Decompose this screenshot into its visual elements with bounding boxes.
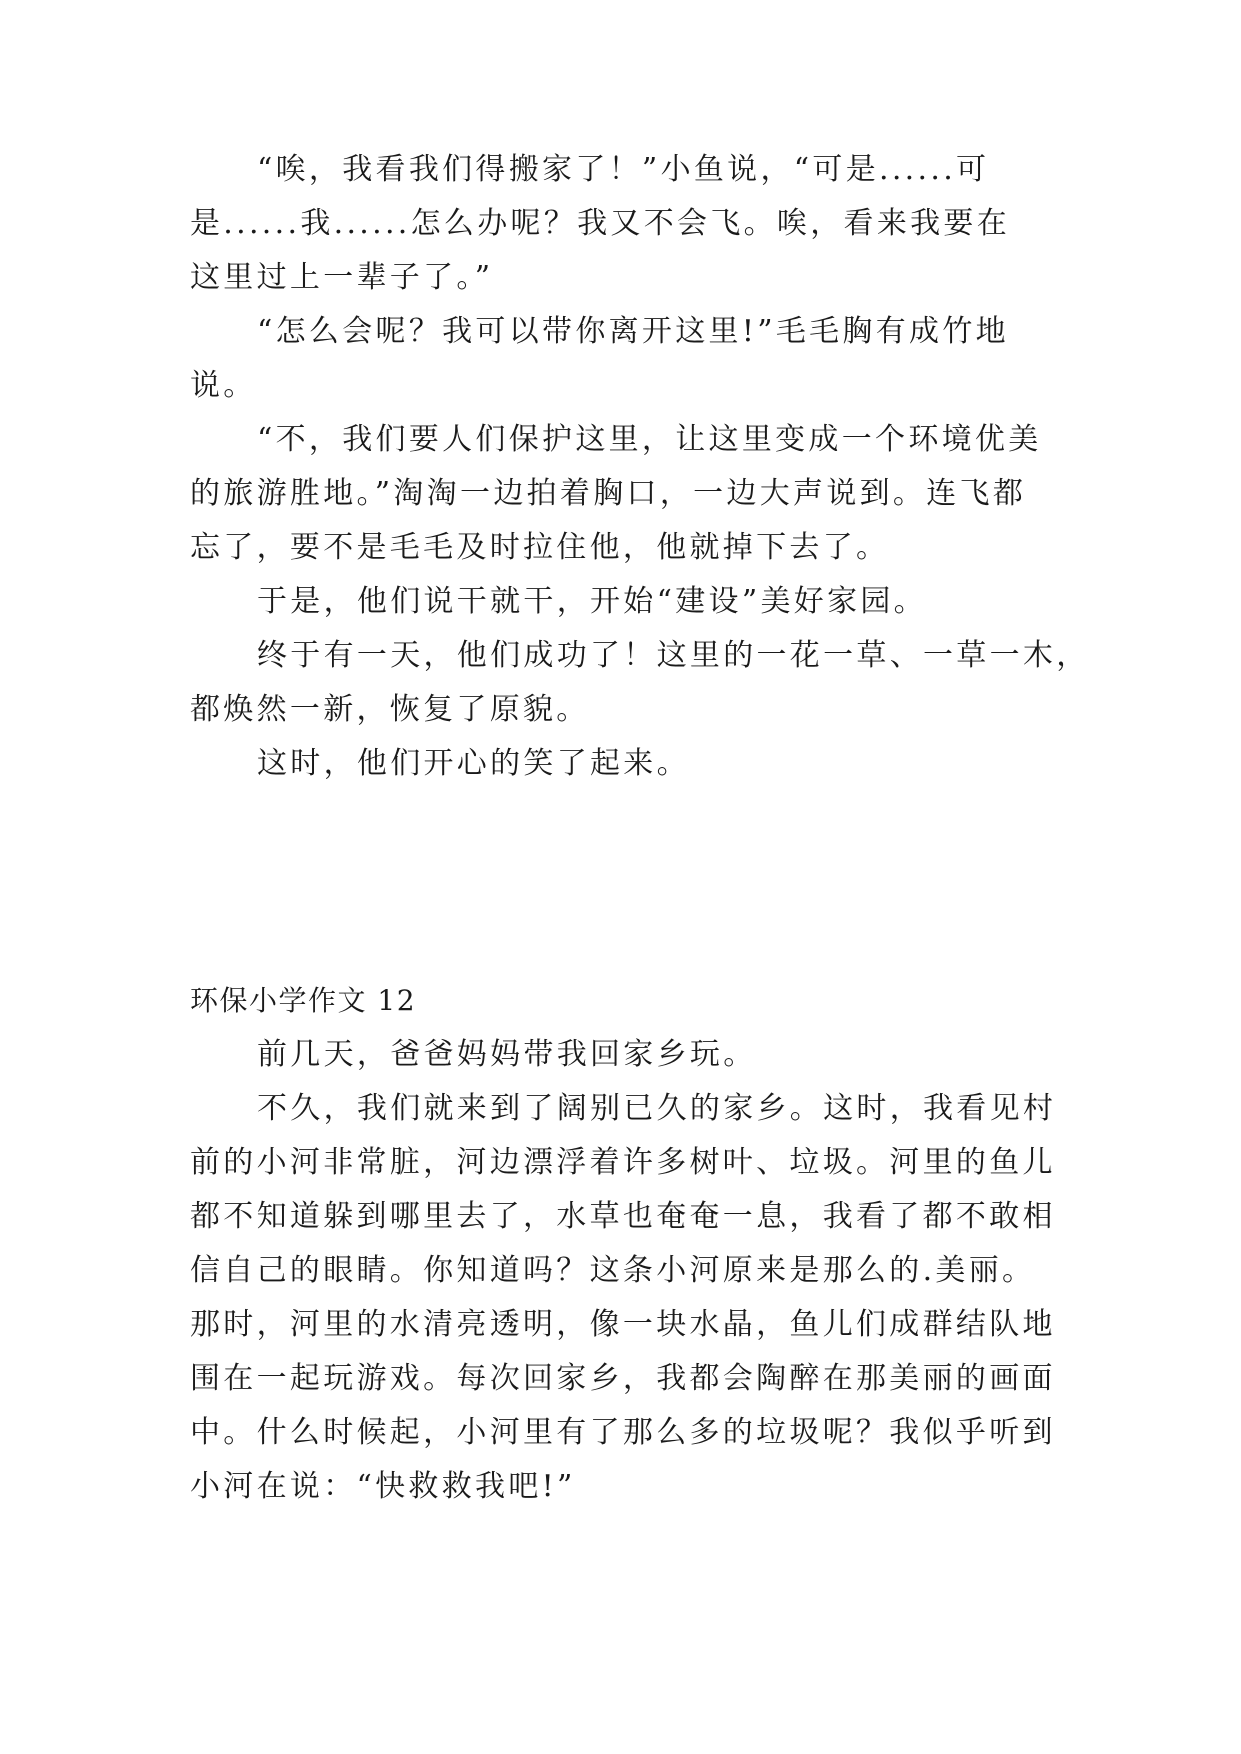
paragraph-line: 忘了，要不是毛毛及时拉住他，他就掉下去了。 bbox=[190, 530, 890, 565]
paragraph-line: 是......我......怎么办呢？我又不会飞。唉，看来我要在 bbox=[190, 206, 1011, 241]
paragraph-line: “唉，我看我们得搬家了！”小鱼说，“可是......可 bbox=[257, 152, 990, 187]
paragraph-line: 都焕然一新，恢复了原貌。 bbox=[190, 692, 590, 727]
paragraph-line: 前的小河非常脏，河边漂浮着许多树叶、垃圾。河里的鱼儿 bbox=[190, 1145, 1056, 1180]
paragraph-line: “不，我们要人们保护这里，让这里变成一个环境优美 bbox=[257, 422, 1042, 457]
paragraph-line: 的旅游胜地。”淘淘一边拍着胸口，一边大声说到。连飞都 bbox=[190, 476, 1027, 511]
paragraph-line: 于是，他们说干就干，开始“建设”美好家园。 bbox=[257, 584, 927, 619]
paragraph-line: 小河在说：“快救救我吧!” bbox=[190, 1469, 576, 1504]
paragraph-line: 说。 bbox=[190, 368, 257, 403]
paragraph-line: 中。什么时候起，小河里有了那么多的垃圾呢？我似乎听到 bbox=[190, 1415, 1056, 1450]
paragraph-line: 信自己的眼睛。你知道吗？这条小河原来是那么的.美丽。 bbox=[190, 1253, 1036, 1288]
paragraph-line: 都不知道躲到哪里去了，水草也奄奄一息，我看了都不敢相 bbox=[190, 1199, 1056, 1234]
paragraph-line: 终于有一天，他们成功了！这里的一花一草、一草一木， bbox=[257, 638, 1090, 673]
paragraph-line: 那时，河里的水清亮透明，像一块水晶，鱼儿们成群结队地 bbox=[190, 1307, 1056, 1342]
paragraph-line: 这里过上一辈子了。” bbox=[190, 260, 494, 295]
paragraph-line: 围在一起玩游戏。每次回家乡，我都会陶醉在那美丽的画面 bbox=[190, 1361, 1056, 1396]
paragraph-line: 这时，他们开心的笑了起来。 bbox=[257, 746, 690, 781]
paragraph-line: 前几天，爸爸妈妈带我回家乡玩。 bbox=[257, 1037, 757, 1072]
paragraph-line: “怎么会呢？我可以带你离开这里!”毛毛胸有成竹地 bbox=[257, 314, 1009, 349]
essay-title: 环保小学作文 12 bbox=[190, 984, 417, 1017]
paragraph-line: 不久，我们就来到了阔别已久的家乡。这时，我看见村 bbox=[257, 1091, 1057, 1126]
